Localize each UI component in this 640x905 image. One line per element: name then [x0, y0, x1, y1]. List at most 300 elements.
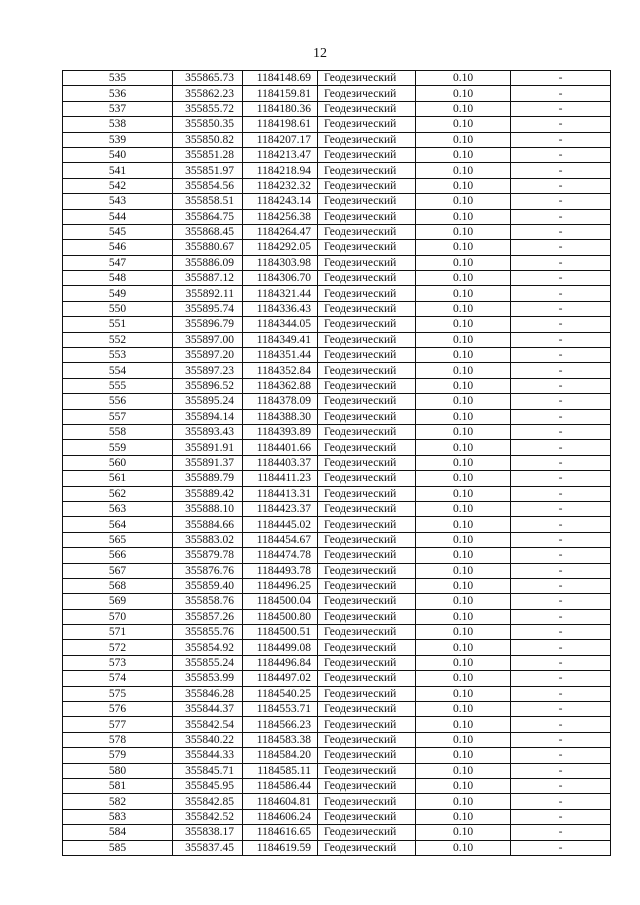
y-coordinate-cell: 1184454.67 — [243, 532, 318, 547]
x-coordinate-cell: 355862.23 — [173, 86, 243, 101]
accuracy-cell: 0.10 — [416, 655, 511, 670]
point-number-cell: 538 — [63, 117, 173, 132]
note-cell: - — [511, 840, 611, 855]
point-number-cell: 557 — [63, 409, 173, 424]
point-number-cell: 578 — [63, 732, 173, 747]
accuracy-cell: 0.10 — [416, 825, 511, 840]
accuracy-cell: 0.10 — [416, 101, 511, 116]
x-coordinate-cell: 355879.78 — [173, 548, 243, 563]
table-row — [63, 717, 611, 732]
note-cell: - — [511, 424, 611, 439]
accuracy-cell: 0.10 — [416, 702, 511, 717]
method-cell: Геодезический — [318, 809, 416, 824]
point-number-cell: 581 — [63, 778, 173, 793]
note-cell: - — [511, 440, 611, 455]
x-coordinate-cell: 355880.67 — [173, 240, 243, 255]
point-number-cell: 555 — [63, 378, 173, 393]
table-row — [63, 117, 611, 132]
note-cell: - — [511, 517, 611, 532]
x-coordinate-cell: 355850.35 — [173, 117, 243, 132]
accuracy-cell: 0.10 — [416, 794, 511, 809]
accuracy-cell: 0.10 — [416, 71, 511, 86]
note-cell: - — [511, 317, 611, 332]
coordinates-table-body — [63, 71, 611, 856]
note-cell: - — [511, 609, 611, 624]
method-cell: Геодезический — [318, 363, 416, 378]
y-coordinate-cell: 1184403.37 — [243, 455, 318, 470]
point-number-cell: 568 — [63, 578, 173, 593]
y-coordinate-cell: 1184303.98 — [243, 255, 318, 270]
y-coordinate-cell: 1184413.31 — [243, 486, 318, 501]
point-number-cell: 577 — [63, 717, 173, 732]
note-cell: - — [511, 625, 611, 640]
x-coordinate-cell: 355883.02 — [173, 532, 243, 547]
point-number-cell: 552 — [63, 332, 173, 347]
table-row — [63, 363, 611, 378]
method-cell: Геодезический — [318, 301, 416, 316]
note-cell: - — [511, 671, 611, 686]
y-coordinate-cell: 1184401.66 — [243, 440, 318, 455]
method-cell: Геодезический — [318, 455, 416, 470]
table-row — [63, 301, 611, 316]
x-coordinate-cell: 355888.10 — [173, 501, 243, 516]
point-number-cell: 549 — [63, 286, 173, 301]
point-number-cell: 540 — [63, 147, 173, 162]
note-cell: - — [511, 348, 611, 363]
point-number-cell: 570 — [63, 609, 173, 624]
accuracy-cell: 0.10 — [416, 317, 511, 332]
accuracy-cell: 0.10 — [416, 486, 511, 501]
y-coordinate-cell: 1184423.37 — [243, 501, 318, 516]
point-number-cell: 541 — [63, 163, 173, 178]
point-number-cell: 551 — [63, 317, 173, 332]
table-row — [63, 640, 611, 655]
method-cell: Геодезический — [318, 671, 416, 686]
table-row — [63, 147, 611, 162]
point-number-cell: 580 — [63, 763, 173, 778]
method-cell: Геодезический — [318, 501, 416, 516]
note-cell: - — [511, 332, 611, 347]
method-cell: Геодезический — [318, 101, 416, 116]
x-coordinate-cell: 355864.75 — [173, 209, 243, 224]
x-coordinate-cell: 355844.33 — [173, 748, 243, 763]
y-coordinate-cell: 1184586.44 — [243, 778, 318, 793]
accuracy-cell: 0.10 — [416, 748, 511, 763]
table-row — [63, 255, 611, 270]
x-coordinate-cell: 355850.82 — [173, 132, 243, 147]
method-cell: Геодезический — [318, 702, 416, 717]
method-cell: Геодезический — [318, 778, 416, 793]
note-cell: - — [511, 301, 611, 316]
point-number-cell: 553 — [63, 348, 173, 363]
x-coordinate-cell: 355859.40 — [173, 578, 243, 593]
method-cell: Геодезический — [318, 625, 416, 640]
x-coordinate-cell: 355851.28 — [173, 147, 243, 162]
table-row — [63, 794, 611, 809]
x-coordinate-cell: 355857.26 — [173, 609, 243, 624]
point-number-cell: 536 — [63, 86, 173, 101]
method-cell: Геодезический — [318, 209, 416, 224]
y-coordinate-cell: 1184500.04 — [243, 594, 318, 609]
y-coordinate-cell: 1184352.84 — [243, 363, 318, 378]
point-number-cell: 574 — [63, 671, 173, 686]
table-row — [63, 378, 611, 393]
x-coordinate-cell: 355855.72 — [173, 101, 243, 116]
accuracy-cell: 0.10 — [416, 363, 511, 378]
method-cell: Геодезический — [318, 578, 416, 593]
note-cell: - — [511, 117, 611, 132]
table-row — [63, 732, 611, 747]
table-row — [63, 317, 611, 332]
note-cell: - — [511, 471, 611, 486]
table-row — [63, 563, 611, 578]
point-number-cell: 543 — [63, 194, 173, 209]
point-number-cell: 560 — [63, 455, 173, 470]
note-cell: - — [511, 809, 611, 824]
y-coordinate-cell: 1184292.05 — [243, 240, 318, 255]
note-cell: - — [511, 209, 611, 224]
accuracy-cell: 0.10 — [416, 178, 511, 193]
note-cell: - — [511, 101, 611, 116]
method-cell: Геодезический — [318, 147, 416, 162]
note-cell: - — [511, 763, 611, 778]
accuracy-cell: 0.10 — [416, 532, 511, 547]
method-cell: Геодезический — [318, 686, 416, 701]
note-cell: - — [511, 825, 611, 840]
x-coordinate-cell: 355840.22 — [173, 732, 243, 747]
table-row — [63, 702, 611, 717]
method-cell: Геодезический — [318, 840, 416, 855]
method-cell: Геодезический — [318, 748, 416, 763]
x-coordinate-cell: 355845.95 — [173, 778, 243, 793]
x-coordinate-cell: 355891.91 — [173, 440, 243, 455]
method-cell: Геодезический — [318, 424, 416, 439]
x-coordinate-cell: 355854.92 — [173, 640, 243, 655]
accuracy-cell: 0.10 — [416, 424, 511, 439]
point-number-cell: 545 — [63, 224, 173, 239]
note-cell: - — [511, 702, 611, 717]
point-number-cell: 535 — [63, 71, 173, 86]
method-cell: Геодезический — [318, 732, 416, 747]
note-cell: - — [511, 194, 611, 209]
y-coordinate-cell: 1184218.94 — [243, 163, 318, 178]
method-cell: Геодезический — [318, 763, 416, 778]
table-row — [63, 763, 611, 778]
y-coordinate-cell: 1184351.44 — [243, 348, 318, 363]
x-coordinate-cell: 355858.51 — [173, 194, 243, 209]
table-row — [63, 486, 611, 501]
table-row — [63, 163, 611, 178]
note-cell: - — [511, 178, 611, 193]
x-coordinate-cell: 355842.85 — [173, 794, 243, 809]
note-cell: - — [511, 71, 611, 86]
point-number-cell: 585 — [63, 840, 173, 855]
table-row — [63, 501, 611, 516]
accuracy-cell: 0.10 — [416, 625, 511, 640]
x-coordinate-cell: 355884.66 — [173, 517, 243, 532]
x-coordinate-cell: 355854.56 — [173, 178, 243, 193]
accuracy-cell: 0.10 — [416, 763, 511, 778]
table-row — [63, 101, 611, 116]
accuracy-cell: 0.10 — [416, 224, 511, 239]
y-coordinate-cell: 1184604.81 — [243, 794, 318, 809]
point-number-cell: 547 — [63, 255, 173, 270]
accuracy-cell: 0.10 — [416, 609, 511, 624]
table-row — [63, 840, 611, 855]
method-cell: Геодезический — [318, 394, 416, 409]
y-coordinate-cell: 1184232.32 — [243, 178, 318, 193]
accuracy-cell: 0.10 — [416, 378, 511, 393]
table-row — [63, 655, 611, 670]
x-coordinate-cell: 355842.52 — [173, 809, 243, 824]
accuracy-cell: 0.10 — [416, 301, 511, 316]
note-cell: - — [511, 640, 611, 655]
method-cell: Геодезический — [318, 240, 416, 255]
method-cell: Геодезический — [318, 163, 416, 178]
note-cell: - — [511, 732, 611, 747]
method-cell: Геодезический — [318, 640, 416, 655]
accuracy-cell: 0.10 — [416, 686, 511, 701]
point-number-cell: 544 — [63, 209, 173, 224]
table-row — [63, 224, 611, 239]
y-coordinate-cell: 1184148.69 — [243, 71, 318, 86]
y-coordinate-cell: 1184362.88 — [243, 378, 318, 393]
y-coordinate-cell: 1184500.80 — [243, 609, 318, 624]
table-row — [63, 471, 611, 486]
x-coordinate-cell: 355844.37 — [173, 702, 243, 717]
y-coordinate-cell: 1184306.70 — [243, 271, 318, 286]
table-row — [63, 424, 611, 439]
method-cell: Геодезический — [318, 594, 416, 609]
y-coordinate-cell: 1184497.02 — [243, 671, 318, 686]
x-coordinate-cell: 355853.99 — [173, 671, 243, 686]
point-number-cell: 584 — [63, 825, 173, 840]
method-cell: Геодезический — [318, 532, 416, 547]
y-coordinate-cell: 1184344.05 — [243, 317, 318, 332]
x-coordinate-cell: 355895.24 — [173, 394, 243, 409]
x-coordinate-cell: 355868.45 — [173, 224, 243, 239]
method-cell: Геодезический — [318, 255, 416, 270]
accuracy-cell: 0.10 — [416, 778, 511, 793]
point-number-cell: 564 — [63, 517, 173, 532]
method-cell: Геодезический — [318, 409, 416, 424]
method-cell: Геодезический — [318, 332, 416, 347]
x-coordinate-cell: 355889.42 — [173, 486, 243, 501]
y-coordinate-cell: 1184411.23 — [243, 471, 318, 486]
note-cell: - — [511, 286, 611, 301]
point-number-cell: 582 — [63, 794, 173, 809]
accuracy-cell: 0.10 — [416, 394, 511, 409]
note-cell: - — [511, 794, 611, 809]
x-coordinate-cell: 355865.73 — [173, 71, 243, 86]
point-number-cell: 583 — [63, 809, 173, 824]
accuracy-cell: 0.10 — [416, 563, 511, 578]
accuracy-cell: 0.10 — [416, 271, 511, 286]
table-row — [63, 625, 611, 640]
point-number-cell: 566 — [63, 548, 173, 563]
point-number-cell: 556 — [63, 394, 173, 409]
method-cell: Геодезический — [318, 117, 416, 132]
y-coordinate-cell: 1184619.59 — [243, 840, 318, 855]
method-cell: Геодезический — [318, 825, 416, 840]
method-cell: Геодезический — [318, 86, 416, 101]
note-cell: - — [511, 778, 611, 793]
point-number-cell: 550 — [63, 301, 173, 316]
note-cell: - — [511, 686, 611, 701]
accuracy-cell: 0.10 — [416, 548, 511, 563]
y-coordinate-cell: 1184553.71 — [243, 702, 318, 717]
y-coordinate-cell: 1184213.47 — [243, 147, 318, 162]
y-coordinate-cell: 1184540.25 — [243, 686, 318, 701]
y-coordinate-cell: 1184336.43 — [243, 301, 318, 316]
y-coordinate-cell: 1184496.84 — [243, 655, 318, 670]
table-row — [63, 194, 611, 209]
point-number-cell: 575 — [63, 686, 173, 701]
method-cell: Геодезический — [318, 563, 416, 578]
y-coordinate-cell: 1184180.36 — [243, 101, 318, 116]
note-cell: - — [511, 409, 611, 424]
method-cell: Геодезический — [318, 178, 416, 193]
method-cell: Геодезический — [318, 517, 416, 532]
y-coordinate-cell: 1184388.30 — [243, 409, 318, 424]
x-coordinate-cell: 355893.43 — [173, 424, 243, 439]
table-row — [63, 409, 611, 424]
table-row — [63, 240, 611, 255]
accuracy-cell: 0.10 — [416, 455, 511, 470]
point-number-cell: 561 — [63, 471, 173, 486]
point-number-cell: 573 — [63, 655, 173, 670]
y-coordinate-cell: 1184159.81 — [243, 86, 318, 101]
note-cell: - — [511, 748, 611, 763]
table-row — [63, 748, 611, 763]
accuracy-cell: 0.10 — [416, 332, 511, 347]
x-coordinate-cell: 355887.12 — [173, 271, 243, 286]
table-row — [63, 532, 611, 547]
point-number-cell: 576 — [63, 702, 173, 717]
note-cell: - — [511, 532, 611, 547]
point-number-cell: 542 — [63, 178, 173, 193]
y-coordinate-cell: 1184566.23 — [243, 717, 318, 732]
table-row — [63, 178, 611, 193]
y-coordinate-cell: 1184393.89 — [243, 424, 318, 439]
table-row — [63, 671, 611, 686]
accuracy-cell: 0.10 — [416, 517, 511, 532]
table-row — [63, 440, 611, 455]
x-coordinate-cell: 355897.20 — [173, 348, 243, 363]
x-coordinate-cell: 355895.74 — [173, 301, 243, 316]
x-coordinate-cell: 355892.11 — [173, 286, 243, 301]
method-cell: Геодезический — [318, 440, 416, 455]
x-coordinate-cell: 355858.76 — [173, 594, 243, 609]
x-coordinate-cell: 355886.09 — [173, 255, 243, 270]
method-cell: Геодезический — [318, 194, 416, 209]
note-cell: - — [511, 224, 611, 239]
y-coordinate-cell: 1184264.47 — [243, 224, 318, 239]
accuracy-cell: 0.10 — [416, 471, 511, 486]
method-cell: Геодезический — [318, 548, 416, 563]
point-number-cell: 559 — [63, 440, 173, 455]
y-coordinate-cell: 1184256.38 — [243, 209, 318, 224]
x-coordinate-cell: 355897.23 — [173, 363, 243, 378]
point-number-cell: 539 — [63, 132, 173, 147]
method-cell: Геодезический — [318, 317, 416, 332]
note-cell: - — [511, 578, 611, 593]
accuracy-cell: 0.10 — [416, 809, 511, 824]
accuracy-cell: 0.10 — [416, 594, 511, 609]
method-cell: Геодезический — [318, 224, 416, 239]
x-coordinate-cell: 355876.76 — [173, 563, 243, 578]
method-cell: Геодезический — [318, 286, 416, 301]
table-row — [63, 286, 611, 301]
point-number-cell: 567 — [63, 563, 173, 578]
point-number-cell: 554 — [63, 363, 173, 378]
table-row — [63, 394, 611, 409]
x-coordinate-cell: 355838.17 — [173, 825, 243, 840]
note-cell: - — [511, 86, 611, 101]
y-coordinate-cell: 1184500.51 — [243, 625, 318, 640]
accuracy-cell: 0.10 — [416, 501, 511, 516]
x-coordinate-cell: 355842.54 — [173, 717, 243, 732]
method-cell: Геодезический — [318, 271, 416, 286]
method-cell: Геодезический — [318, 655, 416, 670]
point-number-cell: 558 — [63, 424, 173, 439]
table-row — [63, 332, 611, 347]
table-row — [63, 825, 611, 840]
y-coordinate-cell: 1184606.24 — [243, 809, 318, 824]
point-number-cell: 546 — [63, 240, 173, 255]
note-cell: - — [511, 255, 611, 270]
point-number-cell: 572 — [63, 640, 173, 655]
accuracy-cell: 0.10 — [416, 348, 511, 363]
note-cell: - — [511, 717, 611, 732]
x-coordinate-cell: 355897.00 — [173, 332, 243, 347]
method-cell: Геодезический — [318, 348, 416, 363]
x-coordinate-cell: 355851.97 — [173, 163, 243, 178]
page-number: 12 — [313, 46, 327, 61]
accuracy-cell: 0.10 — [416, 147, 511, 162]
method-cell: Геодезический — [318, 471, 416, 486]
point-number-cell: 571 — [63, 625, 173, 640]
accuracy-cell: 0.10 — [416, 255, 511, 270]
x-coordinate-cell: 355846.28 — [173, 686, 243, 701]
note-cell: - — [511, 394, 611, 409]
point-number-cell: 548 — [63, 271, 173, 286]
accuracy-cell: 0.10 — [416, 194, 511, 209]
y-coordinate-cell: 1184474.78 — [243, 548, 318, 563]
y-coordinate-cell: 1184207.17 — [243, 132, 318, 147]
y-coordinate-cell: 1184584.20 — [243, 748, 318, 763]
method-cell: Геодезический — [318, 717, 416, 732]
accuracy-cell: 0.10 — [416, 717, 511, 732]
table-row — [63, 455, 611, 470]
accuracy-cell: 0.10 — [416, 440, 511, 455]
table-row — [63, 86, 611, 101]
note-cell: - — [511, 378, 611, 393]
coordinates-table — [62, 70, 611, 856]
y-coordinate-cell: 1184493.78 — [243, 563, 318, 578]
y-coordinate-cell: 1184243.14 — [243, 194, 318, 209]
table-row — [63, 686, 611, 701]
method-cell: Геодезический — [318, 132, 416, 147]
note-cell: - — [511, 163, 611, 178]
accuracy-cell: 0.10 — [416, 671, 511, 686]
accuracy-cell: 0.10 — [416, 578, 511, 593]
accuracy-cell: 0.10 — [416, 640, 511, 655]
note-cell: - — [511, 132, 611, 147]
x-coordinate-cell: 355845.71 — [173, 763, 243, 778]
table-row — [63, 548, 611, 563]
accuracy-cell: 0.10 — [416, 409, 511, 424]
